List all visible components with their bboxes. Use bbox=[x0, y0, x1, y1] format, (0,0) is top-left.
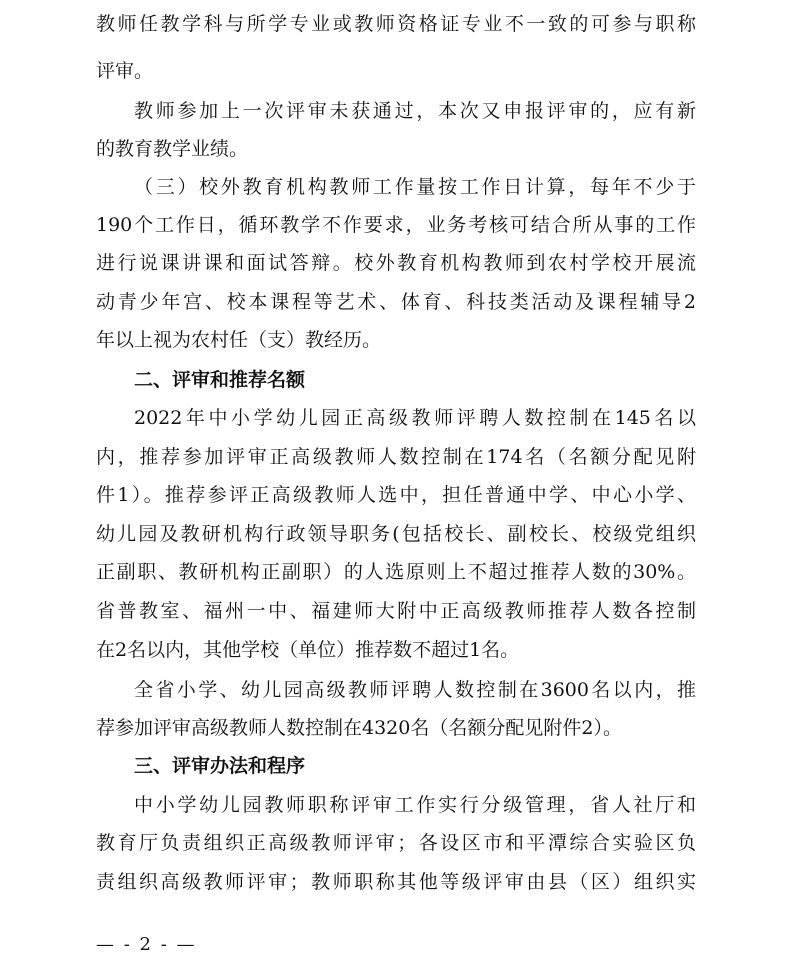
paragraph-3-line-1: （三）校外教育机构教师工作量按工作日计算，每年不少于 bbox=[134, 176, 696, 198]
section-2-paragraph-1-line-5: 正副职、教研机构正副职）的人选原则上不超过推荐人数的30%。 bbox=[96, 561, 696, 583]
section-2-paragraph-1-line-6: 省普教室、福州一中、福建师大附中正高级教师推荐人数各控制 bbox=[96, 600, 696, 622]
section-3-paragraph-1-line-3: 责组织高级教师评审；教师职称其他等级评审由县（区）组织实 bbox=[96, 871, 696, 893]
section-2-paragraph-2-line-2: 荐参加评审高级教师人数控制在4320名（名额分配见附件2）。 bbox=[96, 717, 622, 739]
section-2-paragraph-1-line-2: 内，推荐参加评审正高级教师人数控制在174名（名额分配见附 bbox=[96, 446, 696, 468]
section-2-paragraph-2-line-1: 全省小学、幼儿园高级教师评聘人数控制在3600名以内，推 bbox=[134, 679, 696, 701]
paragraph-1-line-1: 教师任教学科与所学专业或教师资格证专业不一致的可参与职称 bbox=[96, 13, 696, 35]
section-2-heading: 二、评审和推荐名额 bbox=[134, 369, 306, 391]
paragraph-3-line-4: 动青少年宫、校本课程等艺术、体育、科技类活动及课程辅导2 bbox=[96, 291, 696, 313]
section-3-heading: 三、评审办法和程序 bbox=[134, 755, 306, 777]
section-2-paragraph-1-line-1: 2022年中小学幼儿园正高级教师评聘人数控制在145名以 bbox=[134, 407, 696, 429]
section-3-paragraph-1-line-2: 教育厅负责组织正高级教师评审；各设区市和平潭综合实验区负 bbox=[96, 832, 696, 854]
section-3-paragraph-1-line-1: 中小学幼儿园教师职称评审工作实行分级管理，省人社厅和 bbox=[134, 794, 696, 816]
paragraph-2-line-1: 教师参加上一次评审未获通过，本次又申报评审的，应有新 bbox=[134, 100, 696, 122]
paragraph-1-line-2: 评审。 bbox=[96, 60, 154, 82]
paragraph-3-line-2: 190个工作日，循环教学不作要求，业务考核可结合所从事的工作 bbox=[96, 214, 696, 236]
paragraph-3-line-5: 年以上视为农村任（支）教经历。 bbox=[96, 329, 382, 351]
paragraph-3-line-3: 进行说课讲课和面试答辩。校外教育机构教师到农村学校开展流 bbox=[96, 252, 696, 274]
section-2-paragraph-1-line-4: 幼儿园及教研机构行政领导职务(包括校长、副校长、校级党组织 bbox=[96, 523, 696, 545]
section-2-paragraph-1-line-3: 件1）。推荐参评正高级教师人选中，担任普通中学、中心小学、 bbox=[96, 484, 696, 506]
page-number: — - 2 - — bbox=[96, 934, 197, 955]
paragraph-2-line-2: 的教育教学业绩。 bbox=[96, 138, 249, 160]
section-2-paragraph-1-line-7: 在2名以内，其他学校（单位）推荐数不超过1名。 bbox=[96, 639, 520, 661]
